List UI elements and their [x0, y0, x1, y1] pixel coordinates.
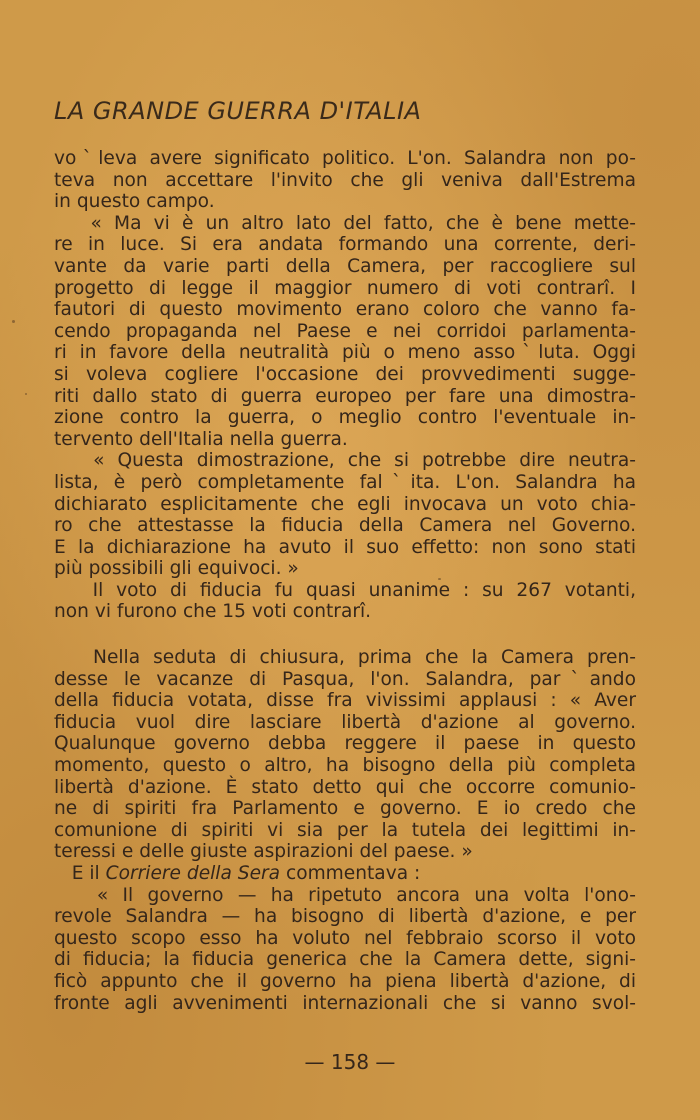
- newspaper-title: Corriere della Sera: [105, 863, 281, 884]
- text-line: ne di spiriti fra Parlamento e governo. E io credo che: [54, 798, 636, 820]
- text-line: « Ma vi è un altro lato del fatto, che è bene mette-: [54, 212, 636, 234]
- paper-speck: [25, 393, 27, 395]
- text-line: Il voto di fiducia fu quasi unanime : su 267 votanti,: [54, 579, 636, 601]
- text-line: Qualunque governo debba reggere il paese in questo: [54, 733, 636, 755]
- text-line: Nella seduta di chiusura, prima che la Camera pren-: [54, 647, 636, 669]
- text-line: della fiducia votata, disse fra vivissimi applausi : « Aver: [54, 690, 636, 712]
- text-line: revole Salandra — ha bisogno di libertà d'azione, e per: [54, 906, 636, 928]
- text-line: fiducia vuol dire lasciare libertà d'azione al governo.: [54, 711, 636, 733]
- text-line: re in luce. Si era andata formando una corrente, deri-: [54, 234, 636, 256]
- text-line: « Il governo — ha ripetuto ancora una volta l'ono-: [54, 884, 636, 906]
- text-line: ficò appunto che il governo ha piena libertà d'azione, di: [54, 970, 636, 992]
- text-line: non vi furono che 15 voti contrarî.: [54, 601, 372, 623]
- text-fragment: E il: [54, 863, 106, 884]
- text-line: [54, 863, 636, 885]
- text-line: vante da varie parti della Camera, per raccogliere sul: [54, 255, 636, 277]
- text-line: fautori di questo movimento erano coloro che vanno fa-: [54, 299, 636, 321]
- body-text: [54, 148, 636, 1014]
- text-line: libertà d'azione. È stato detto qui che occorre comunio-: [54, 776, 636, 798]
- text-line: ri in favore della neutralità più o meno assoˋluta. Oggi: [54, 342, 636, 364]
- text-line: ro che attestasse la fiducia della Camera nel Governo.: [54, 515, 636, 537]
- text-line: più possibili gli equivoci. »: [54, 558, 299, 580]
- running-head: LA GRANDE GUERRA D'ITALIA: [54, 97, 422, 125]
- text-line: desse le vacanze di Pasqua, l'on. Salandra, parˋando: [54, 668, 636, 690]
- text-line: dichiarato esplicitamente che egli invocava un voto chia-: [54, 493, 636, 515]
- paper-speck: [12, 320, 15, 323]
- text-line: voˋleva avere significato politico. L'on. Salandra non po-: [54, 148, 636, 169]
- text-line: fronte agli avvenimenti internazionali che si vanno svol-: [54, 992, 636, 1014]
- text-line: cendo propaganda nel Paese e nei corridoi parlamenta-: [54, 320, 636, 342]
- page-number: — 158 —: [304, 1050, 396, 1074]
- text-line: di fiducia; la fiducia generica che la Camera dette, signi-: [54, 949, 636, 971]
- text-line: in questo campo.: [54, 191, 215, 213]
- text-line: momento, questo o altro, ha bisogno della più completa: [54, 755, 636, 777]
- text-line: riti dallo stato di guerra europeo per fare una dimostra-: [54, 385, 636, 407]
- text-line: questo scopo esso ha voluto nel febbraio scorso il voto: [54, 927, 636, 949]
- text-line: si voleva cogliere l'occasione dei provvedimenti sugge-: [54, 363, 636, 385]
- text-line: progetto di legge il maggior numero di voti contrarî. I: [54, 277, 636, 299]
- text-line: teva non accettare l'invito che gli veniva dall'Estrema: [54, 169, 636, 191]
- paper-speck: [438, 578, 441, 580]
- text-line: « Questa dimostrazione, che si potrebbe dire neutra-: [54, 450, 636, 472]
- text-line: tervento dell'Italia nella guerra.: [54, 428, 348, 450]
- text-line: lista, è però completamente falˋita. L'on. Salandra ha: [54, 471, 636, 493]
- text-line: comunione di spiriti vi sia per la tutela dei legittimi in-: [54, 819, 636, 841]
- text-line: teressi e delle giuste aspirazioni del paese. »: [54, 841, 473, 863]
- text-line: zione contro la guerra, o meglio contro l'eventuale in-: [54, 407, 636, 429]
- paragraph-gap: [54, 623, 636, 647]
- text-fragment: commentava :: [280, 863, 421, 884]
- text-line: E la dichiarazione ha avuto il suo effetto: non sono stati: [54, 536, 636, 558]
